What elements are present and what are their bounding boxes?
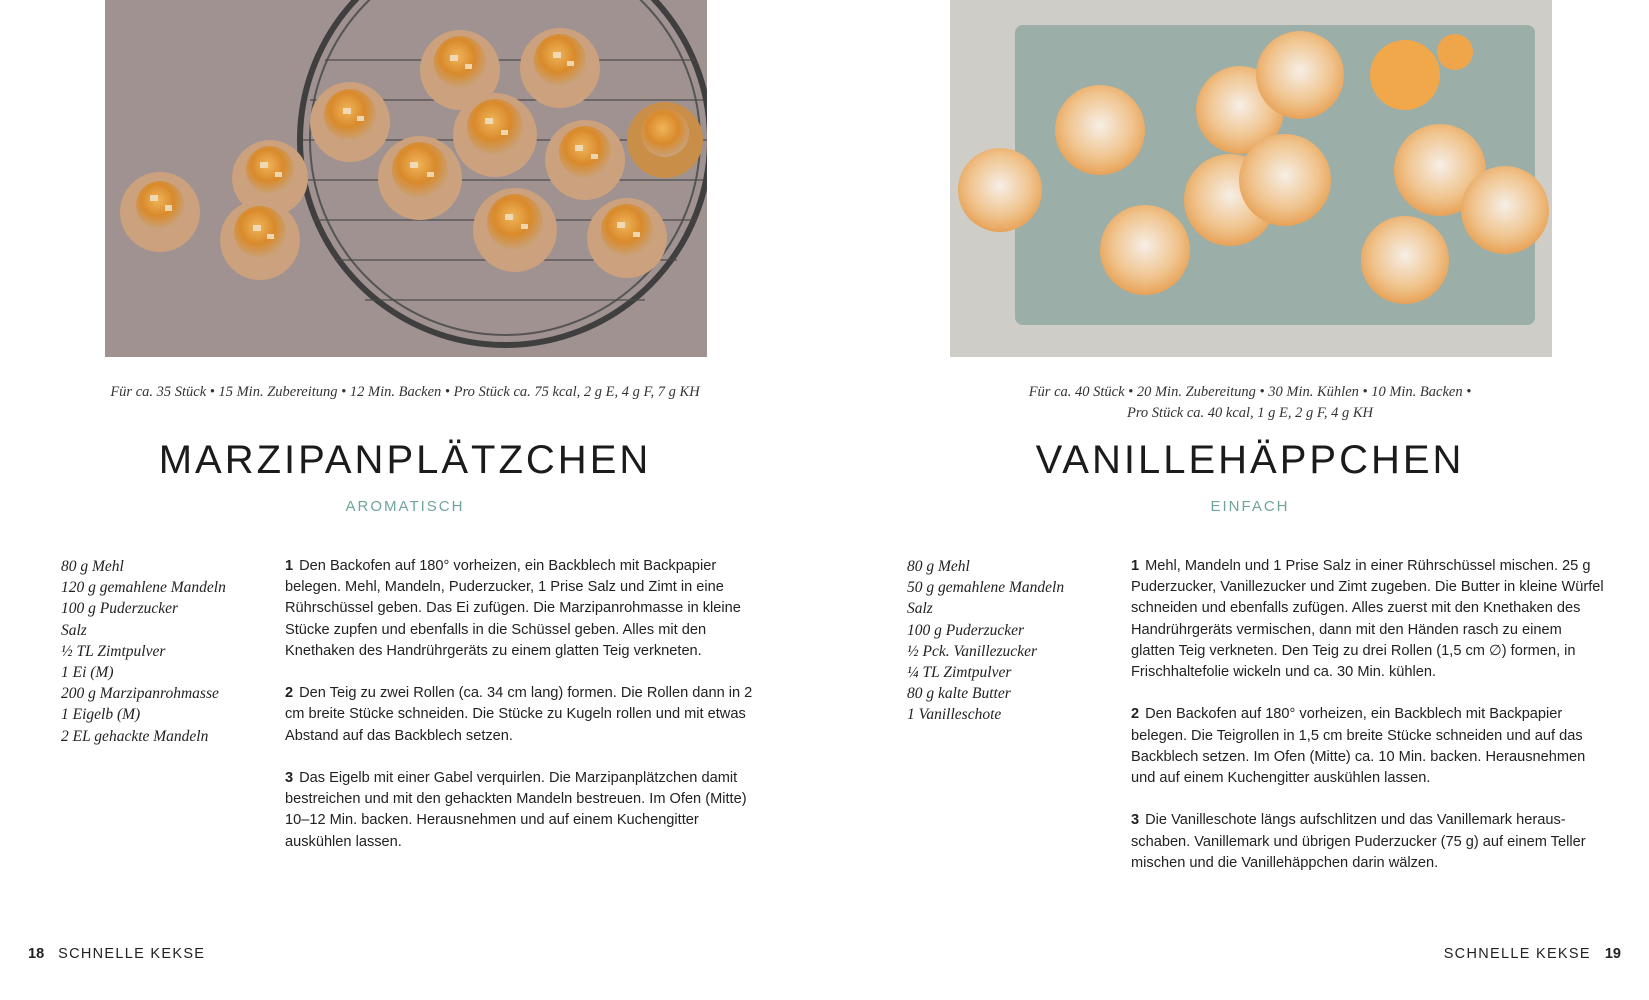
ingredient-item: Salz <box>61 621 87 639</box>
page-number-right: 19 <box>1604 946 1621 962</box>
footer-right <box>1444 946 1621 962</box>
ingredient-item: 80 g Mehl <box>61 558 124 575</box>
marzipan-cookies-photo <box>105 0 707 357</box>
ingredient-item: 120 g gemahlene Mandeln <box>61 579 226 597</box>
page-number-left: 18 <box>28 946 45 962</box>
ingredient-item: 1 Ei (M) <box>61 664 114 682</box>
recipe-step <box>1131 810 1609 874</box>
recipe-subtitle-left: AROMATISCH <box>345 498 465 515</box>
ingredient-item: 100 g Puderzucker <box>61 600 179 618</box>
step-number: 3 <box>1131 812 1140 829</box>
steps-right <box>1131 556 1609 895</box>
step-text: Den Teig zu zwei Rollen (ca. 34 cm lang) formen. Die Rollen dann in 2 cm breite Stücke schneiden. Die Stücke zu Kugeln rollen und mit etwas Abstand auf das Backblech setzen. <box>285 685 753 744</box>
step-text: Das Eigelb mit einer Gabel verquirlen. Die Marzipanplätzchen damit bestreichen und mit den gehackten Mandeln bestreuen. Im Ofen (Mitte) 10–12 Min. backen. Herausnehmen und auf einem Kuchengitter auskühlen lassen. <box>285 770 747 850</box>
step-number: 3 <box>285 770 294 786</box>
section-label-right: SCHNELLE KEKSE <box>1443 946 1591 962</box>
ingredients-list-right <box>907 556 1064 726</box>
recipe-subtitle-right: EINFACH <box>1210 498 1290 515</box>
recipe-step <box>285 556 763 662</box>
step-number: 1 <box>1131 558 1140 574</box>
ingredient-item: 50 g gemahlene Mandeln <box>907 579 1065 597</box>
recipe-step <box>285 768 763 853</box>
recipe-title-right: VANILLEHÄPPCHEN <box>1035 438 1465 482</box>
step-number: 2 <box>285 685 294 702</box>
recipe-meta-right-line2: Pro Stück ca. 40 kcal, 1 g E, 2 g F, 4 g KH <box>1126 405 1374 421</box>
ingredient-item: 80 g kalte Butter <box>907 685 1011 703</box>
footer-left <box>28 946 205 962</box>
recipe-step <box>1131 556 1609 683</box>
step-text: Die Vanilleschote längs aufschlitzen und das Vanillemark herausschaben. Vanillemark und übrigen Puderzucker (75 g) auf einem Teller mischen und die Vanillehäppchen darin wälzen. <box>1131 812 1586 871</box>
ingredient-item: 200 g Marzipanrohmasse <box>61 685 219 703</box>
recipe-step <box>1131 704 1609 789</box>
ingredient-item: 2 EL gehackte Mandeln <box>61 727 209 745</box>
step-text: Den Backofen auf 180° vorheizen, ein Backblech mit Backpapier belegen. Die Teigrollen in 1,5 cm breite Stücke schneiden und auf das Backblech setzen. Im Ofen (Mitte) ca. 10 Min. backen. Herausnehmen und auf einem Kuchengitter auskühlen lassen. <box>1131 706 1586 787</box>
ingredient-item: ½ Pck. Vanillezucker <box>907 642 1037 660</box>
recipe-meta-right-line1: Für ca. 40 Stück • 20 Min. Zubereitung • 30 Min. Kühlen • 10 Min. Backen • <box>1028 384 1472 400</box>
recipe-step <box>285 683 763 747</box>
ingredient-item: 80 g Mehl <box>907 558 970 575</box>
vanilla-cookies-photo <box>950 0 1552 357</box>
ingredients-list-left <box>61 556 226 747</box>
recipe-title-left: MARZIPANPLÄTZCHEN <box>158 438 652 482</box>
ingredient-item: 1 Eigelb (M) <box>61 706 141 724</box>
ingredient-item: 1 Vanilleschote <box>907 706 1002 724</box>
step-text: Mehl, Mandeln und 1 Prise Salz in einer Rührschüssel mischen. 25 g Puderzucker, Vanillezucker und Zimt zugeben. Die Butter in kleine Würfel schneiden und ebenfalls zufügen. Alles zuerst mit den Knethaken des Handrührgeräts vermischen, dann mit den Händen rasch zu einem glatten Teig verkneten. Den Teig zu drei Rollen (1,5 cm ∅) formen, in Frischhaltefolie wickeln und ca. 30 Min. kühlen. <box>1131 558 1604 681</box>
step-number: 1 <box>285 558 294 574</box>
ingredient-item: 100 g Puderzucker <box>907 621 1025 639</box>
recipe-meta-right <box>860 382 1640 424</box>
steps-left <box>285 556 763 874</box>
step-number: 2 <box>1131 706 1140 723</box>
ingredient-item: ½ TL Zimtpulver <box>61 642 166 660</box>
ingredient-item: ¼ TL Zimtpulver <box>907 664 1012 682</box>
section-label-left: SCHNELLE KEKSE <box>58 946 206 962</box>
step-text: Den Backofen auf 180° vorheizen, ein Backblech mit Backpapier belegen. Mehl, Mandeln, Puderzucker, 1 Prise Salz und Zimt in eine Rührschüssel geben. Das Ei zufügen. Die Marzipanrohmasse in kleine Stücke zupfen und ebenfalls in die Schüssel geben. Alles mit den Knethaken des Handrührgeräts zu einem glatten Teig verkneten. <box>285 558 741 659</box>
recipe-meta-left: Für ca. 35 Stück • 15 Min. Zubereitung • 12 Min. Backen • Pro Stück ca. 75 kcal, 2 g E, 4 g F, 7 g KH <box>110 384 700 400</box>
ingredient-item: Salz <box>907 600 933 618</box>
